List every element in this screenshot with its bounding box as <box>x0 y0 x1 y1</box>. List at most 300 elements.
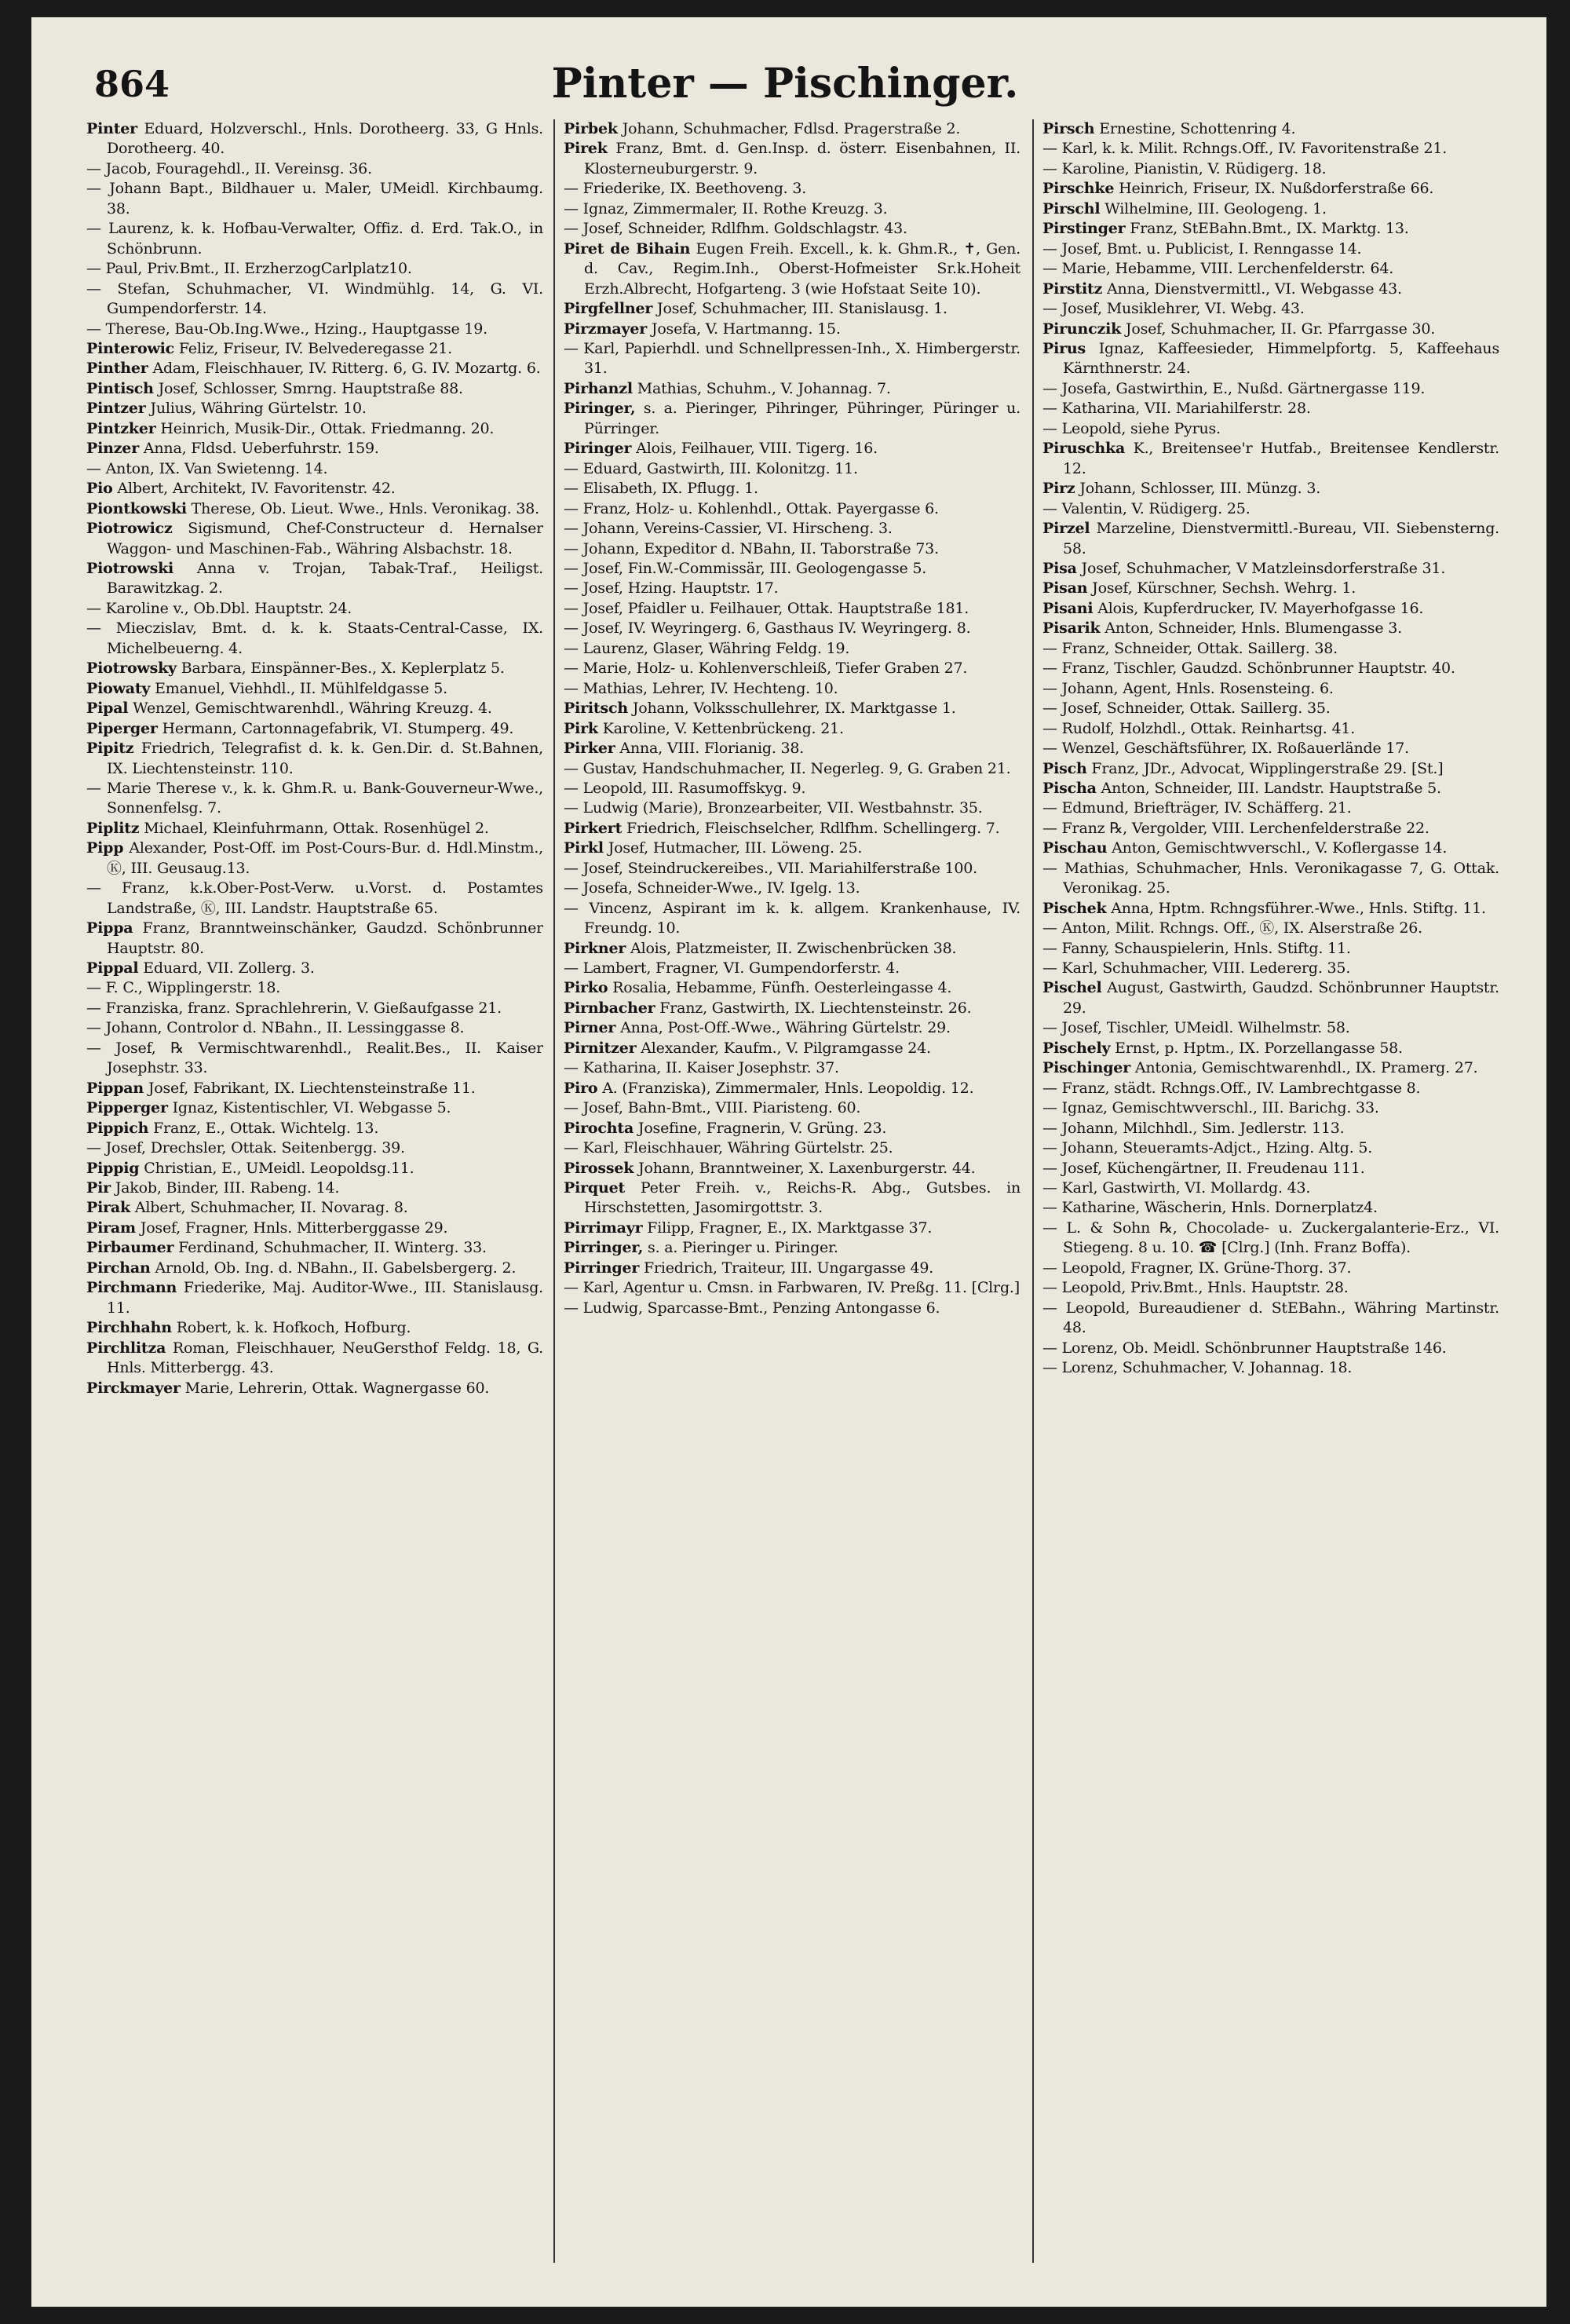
directory-entry <box>564 1138 1020 1158</box>
entry-details: Josef, Schuhmacher, III. Stanislausg. 1. <box>652 300 947 318</box>
entry-details: — Marie, Holz- u. Kohlenverschleiß, Tiefer Graben 27. <box>564 660 968 678</box>
entry-surname: Pirchhahn <box>86 1319 172 1337</box>
entry-details: — Ignaz, Zimmermaler, II. Rothe Kreuzg. 3. <box>564 199 888 217</box>
directory-entry <box>86 1278 543 1318</box>
entry-surname: Pirkert <box>564 819 623 837</box>
directory-entry <box>86 1379 543 1398</box>
entry-details: s. a. Pieringer, Pihringer, Pühringer, Püringer u. Pürringer. <box>584 400 1020 437</box>
directory-entry <box>1042 1079 1499 1098</box>
entry-details: — Karoline v., Ob.Dbl. Hauptstr. 24. <box>86 599 352 617</box>
entry-surname: Pinther <box>86 360 148 378</box>
directory-entry <box>564 1119 1020 1138</box>
entry-details: — Franz, k.k.Ober-Post-Verw. u.Vorst. d. Postamtes Landstraße, Ⓚ, III. Landstr. Hauptstraße 65. <box>86 879 543 917</box>
entry-details: — Franz, städt. Rchngs.Off., IV. Lambrechtgasse 8. <box>1042 1079 1421 1097</box>
entry-details: — Edmund, Briefträger, IV. Schäfferg. 21. <box>1042 799 1352 817</box>
directory-entry <box>86 320 543 339</box>
directory-entry <box>564 1259 1020 1278</box>
directory-entry <box>1042 759 1499 779</box>
directory-entry <box>1042 1039 1499 1058</box>
entry-details: — Johann, Steueramts-Adjct., Hzing. Altg. 5. <box>1042 1139 1373 1157</box>
directory-entry <box>1042 280 1499 299</box>
entry-surname: Piplitz <box>86 819 140 837</box>
directory-columns <box>86 119 1499 2286</box>
entry-surname: Piotrowski <box>86 559 174 577</box>
entry-details: Heinrich, Musik-Dir., Ottak. Friedmanng. 20. <box>155 419 495 437</box>
directory-entry <box>1042 299 1499 319</box>
entry-surname: Pirgfellner <box>564 300 653 318</box>
directory-entry <box>564 899 1020 939</box>
directory-entry <box>1042 399 1499 418</box>
directory-entry <box>86 379 543 399</box>
entry-details: Alexander, Kaufm., V. Pilgramgasse 24. <box>636 1039 931 1057</box>
directory-entry <box>564 719 1020 739</box>
entry-surname: Pirkl <box>564 839 604 857</box>
entry-surname: Pirko <box>564 979 608 997</box>
entry-details: — Franziska, franz. Sprachlehrerin, V. Gießaufgasse 21. <box>86 999 502 1017</box>
directory-entry <box>1042 579 1499 598</box>
directory-entry <box>86 1339 543 1379</box>
entry-surname: Pirnitzer <box>564 1039 637 1057</box>
entry-details: Ferdinand, Schuhmacher, II. Winterg. 33. <box>173 1239 487 1257</box>
entry-details: Emanuel, Viehhdl., II. Mühlfeldgasse 5. <box>150 679 447 697</box>
directory-entry <box>564 739 1020 758</box>
entry-details: — Karl, Agentur u. Cmsn. in Farbwaren, IV. Preßg. 11. [Clrg.] <box>564 1279 1020 1297</box>
directory-entry <box>86 1079 543 1098</box>
entry-surname: Pippich <box>86 1119 149 1137</box>
entry-details: — Josef, Bahn-Bmt., VIII. Piaristeng. 60. <box>564 1099 861 1117</box>
entry-surname: Pirschl <box>1042 199 1101 217</box>
entry-surname: Pischinger <box>1042 1059 1131 1077</box>
directory-entry <box>1042 259 1499 279</box>
directory-entry <box>564 779 1020 798</box>
entry-details: Marie, Lehrerin, Ottak. Wagnergasse 60. <box>180 1379 490 1397</box>
entry-surname: Pisch <box>1042 759 1087 777</box>
directory-entry <box>1042 339 1499 379</box>
entry-surname: Pirz <box>1042 480 1075 498</box>
entry-details: Eduard, VII. Zollerg. 3. <box>138 959 315 977</box>
directory-entry <box>1042 519 1499 559</box>
directory-entry <box>86 499 543 519</box>
directory-entry <box>564 479 1020 499</box>
entry-surname: Pirak <box>86 1199 130 1217</box>
entry-details: Johann, Schlosser, III. Münzg. 3. <box>1075 480 1321 498</box>
directory-entry <box>1042 559 1499 579</box>
directory-entry <box>86 1119 543 1138</box>
directory-entry <box>564 1178 1020 1219</box>
directory-entry <box>564 879 1020 898</box>
directory-entry <box>1042 819 1499 839</box>
entry-surname: Piret de Bihain <box>564 239 691 258</box>
entry-surname: Pirker <box>564 740 615 758</box>
entry-details: Josef, Fabrikant, IX. Liechtensteinstraße 11. <box>144 1079 476 1097</box>
entry-details: — Franz, Holz- u. Kohlenhdl., Ottak. Payergasse 6. <box>564 499 939 517</box>
entry-details: — Johann, Vereins-Cassier, VI. Hirscheng. 3. <box>564 520 893 538</box>
directory-entry <box>564 1299 1020 1318</box>
entry-details: Anna, Fldsd. Ueberfuhrstr. 159. <box>139 440 379 458</box>
directory-entry <box>564 1018 1020 1038</box>
entry-details: Josefa, V. Hartmanng. 15. <box>647 320 841 338</box>
directory-entry <box>564 859 1020 879</box>
entry-details: — Lorenz, Schuhmacher, V. Johannag. 18. <box>1042 1359 1353 1377</box>
entry-details: — Johann, Agent, Hnls. Rosensteing. 6. <box>1042 679 1334 697</box>
directory-entry <box>564 1098 1020 1118</box>
entry-details: Josef, Kürschner, Sechsh. Wehrg. 1. <box>1087 579 1356 597</box>
entry-details: — Eduard, Gastwirth, III. Kolonitzg. 11. <box>564 459 858 477</box>
directory-entry <box>1042 1358 1499 1378</box>
directory-entry <box>86 419 543 439</box>
directory-entry <box>86 1098 543 1118</box>
entry-details: — Josef, ℞ Vermischtwarenhdl., Realit.Bes., II. Kaiser Josephstr. 33. <box>86 1039 543 1077</box>
entry-details: Julius, Währing Gürtelstr. 10. <box>145 400 367 418</box>
entry-details: Karoline, V. Kettenbrückeng. 21. <box>597 719 844 737</box>
directory-entry <box>86 599 543 619</box>
directory-entry <box>86 719 543 739</box>
directory-page <box>31 17 1546 2307</box>
directory-entry <box>1042 1299 1499 1339</box>
directory-entry <box>1042 1198 1499 1218</box>
directory-entry <box>564 819 1020 839</box>
directory-entry <box>564 839 1020 858</box>
directory-entry <box>1042 320 1499 339</box>
directory-entry <box>86 1219 543 1238</box>
entry-surname: Pischel <box>1042 979 1102 997</box>
entry-details: — Elisabeth, IX. Pflugg. 1. <box>564 480 758 498</box>
directory-entry <box>564 399 1020 439</box>
entry-surname: Pir <box>86 1179 111 1197</box>
entry-details: — L. & Sohn ℞, Chocolade- u. Zuckergalanterie-Erz., VI. Stiegeng. 8 u. 10. ☎ [Clrg.] (Inh. Franz Boffa). <box>1042 1219 1499 1257</box>
entry-details: Michael, Kleinfuhrmann, Ottak. Rosenhügel 2. <box>139 819 489 837</box>
directory-entry <box>564 1159 1020 1178</box>
directory-entry <box>1042 499 1499 519</box>
directory-entry <box>564 619 1020 638</box>
entry-surname: Pirner <box>564 1019 616 1037</box>
entry-surname: Pirringer <box>564 1259 640 1277</box>
directory-entry <box>1042 219 1499 239</box>
entry-surname: Pirek <box>564 140 608 158</box>
directory-entry <box>86 699 543 718</box>
directory-entry <box>564 798 1020 818</box>
entry-surname: Pirus <box>1042 339 1086 357</box>
entry-details: — Johann, Expeditor d. NBahn, II. Taborstraße 73. <box>564 539 939 557</box>
entry-details: — Karoline, Pianistin, V. Rüdigerg. 18. <box>1042 159 1327 177</box>
entry-details: Johann, Schuhmacher, Fdlsd. Pragerstraße 2. <box>617 120 961 137</box>
directory-entry <box>1042 679 1499 699</box>
directory-entry <box>1042 639 1499 659</box>
entry-details: — Franz, Schneider, Ottak. Saillerg. 38. <box>1042 639 1338 657</box>
column-1 <box>86 119 543 2286</box>
column-2 <box>564 119 1020 2286</box>
directory-entry <box>564 379 1020 399</box>
entry-details: Roman, Fleischhauer, NeuGersthof Feldg. 18, G. Hnls. Mitterbergg. 43. <box>107 1339 543 1377</box>
directory-entry <box>564 1039 1020 1058</box>
entry-surname: Pirchmann <box>86 1279 177 1297</box>
entry-details: Josef, Schuhmacher, V Matzleinsdorferstraße 31. <box>1076 559 1446 577</box>
entry-details: Josef, Fragner, Hnls. Mitterberggasse 29. <box>135 1219 448 1237</box>
directory-entry <box>564 639 1020 659</box>
directory-entry <box>564 320 1020 339</box>
entry-details: — Ignaz, Gemischtwverschl., III. Barichg. 33. <box>1042 1099 1379 1117</box>
entry-surname: Pischek <box>1042 899 1107 917</box>
directory-entry <box>1042 798 1499 818</box>
page-number: 864 <box>94 63 170 105</box>
entry-details: August, Gastwirth, Gaudzd. Schönbrunner Hauptstr. 29. <box>1063 979 1499 1017</box>
entry-details: — Josef, Schneider, Ottak. Saillerg. 35. <box>1042 700 1331 718</box>
directory-entry <box>86 399 543 418</box>
entry-details: — Leopold, Bureaudiener d. StEBahn., Währing Martinstr. 48. <box>1042 1299 1499 1337</box>
directory-entry <box>86 659 543 678</box>
directory-entry <box>564 959 1020 978</box>
entry-surname: Piperger <box>86 719 158 737</box>
entry-surname: Pinterowic <box>86 339 175 357</box>
entry-surname: Piotrowsky <box>86 660 177 678</box>
directory-entry <box>564 119 1020 139</box>
entry-details: Albert, Schuhmacher, II. Novarag. 8. <box>130 1199 408 1217</box>
directory-entry <box>86 1138 543 1158</box>
directory-entry <box>86 219 543 259</box>
entry-surname: Pirunczik <box>1042 320 1122 338</box>
directory-entry <box>1042 1259 1499 1278</box>
entry-details: Wenzel, Gemischtwarenhdl., Währing Kreuzg. 4. <box>128 700 492 718</box>
entry-details: Josef, Schuhmacher, II. Gr. Pfarrgasse 30. <box>1121 320 1436 338</box>
entry-surname: Pio <box>86 480 113 498</box>
entry-details: — Josefa, Schneider-Wwe., IV. Igelg. 13. <box>564 879 860 897</box>
entry-surname: Pirschke <box>1042 180 1115 198</box>
entry-details: — Johann Bapt., Bildhauer u. Maler, UMeidl. Kirchbaumg. 38. <box>86 180 543 217</box>
entry-details: — Karl, Fleischhauer, Währing Gürtelstr. 25. <box>564 1139 893 1157</box>
directory-entry <box>1042 839 1499 858</box>
column-rule-1 <box>553 119 555 2263</box>
entry-details: — Lorenz, Ob. Meidl. Schönbrunner Hauptstraße 146. <box>1042 1339 1447 1357</box>
entry-details: Marzeline, Dienstvermittl.-Bureau, VII. Siebensterng. 58. <box>1063 520 1499 557</box>
entry-surname: Pinzer <box>86 440 140 458</box>
entry-surname: Pisa <box>1042 559 1077 577</box>
entry-details: Anna v. Trojan, Tabak-Traf., Heiligst. Barawitzkag. 2. <box>107 559 543 597</box>
directory-entry <box>86 739 543 779</box>
entry-details: Ignaz, Kistentischler, VI. Webgasse 5. <box>167 1099 451 1117</box>
directory-entry <box>1042 859 1499 899</box>
entry-surname: Piro <box>564 1079 598 1097</box>
entry-surname: Pischau <box>1042 839 1108 857</box>
directory-entry <box>86 519 543 559</box>
entry-details: Franz, Branntweinschänker, Gaudzd. Schönbrunner Hauptstr. 80. <box>107 919 543 957</box>
directory-entry <box>1042 919 1499 938</box>
entry-surname: Pirkner <box>564 939 626 957</box>
entry-surname: Pippa <box>86 919 133 937</box>
page-header <box>86 49 1484 119</box>
entry-surname: Pintzer <box>86 400 146 418</box>
directory-entry <box>564 999 1020 1018</box>
entry-details: Franz, Gastwirth, IX. Liechtensteinstr. 26. <box>655 999 972 1017</box>
directory-entry <box>564 439 1020 459</box>
directory-entry <box>1042 239 1499 259</box>
entry-surname: Pinter <box>86 120 137 137</box>
entry-details: Barbara, Einspänner-Bes., X. Keplerplatz 5. <box>176 660 505 678</box>
entry-surname: Pirquet <box>564 1179 626 1197</box>
directory-entry <box>1042 159 1499 179</box>
entry-details: — Leopold, Fragner, IX. Grüne-Thorg. 37. <box>1042 1259 1352 1277</box>
entry-details: Johann, Branntweiner, X. Laxenburgerstr. 44. <box>633 1159 976 1177</box>
directory-entry <box>1042 978 1499 1018</box>
entry-surname: Pisan <box>1042 579 1088 597</box>
directory-entry <box>564 499 1020 519</box>
entry-details: — Josef, Fin.W.-Commissär, III. Geologengasse 5. <box>564 559 927 577</box>
entry-surname: Pisani <box>1042 599 1094 617</box>
entry-surname: Pippig <box>86 1159 140 1177</box>
entry-surname: Pippan <box>86 1079 144 1097</box>
directory-entry <box>1042 1339 1499 1358</box>
directory-entry <box>1042 699 1499 718</box>
entry-details: Alois, Platzmeister, II. Zwischenbrücken 38. <box>626 939 957 957</box>
directory-entry <box>1042 179 1499 199</box>
entry-details: — Johann, Milchhdl., Sim. Jedlerstr. 113. <box>1042 1119 1345 1137</box>
entry-surname: Pirchan <box>86 1259 151 1277</box>
entry-details: — Fanny, Schauspielerin, Hnls. Stiftg. 11. <box>1042 939 1351 957</box>
entry-details: — Josef, IV. Weyringerg. 6, Gasthaus IV. Weyringerg. 8. <box>564 619 971 638</box>
directory-entry <box>564 579 1020 598</box>
entry-details: Antonia, Gemischtwarenhdl., IX. Pramerg. 27. <box>1130 1059 1478 1077</box>
entry-details: — Leopold, Priv.Bmt., Hnls. Hauptstr. 28. <box>1042 1279 1349 1297</box>
entry-details: — Laurenz, Glaser, Währing Feldg. 19. <box>564 639 850 657</box>
entry-details: — Franz, Tischler, Gaudzd. Schönbrunner Hauptstr. 40. <box>1042 660 1455 678</box>
entry-details: — Marie Therese v., k. k. Ghm.R. u. Bank-Gouverneur-Wwe., Sonnenfelsg. 7. <box>86 779 543 817</box>
directory-entry <box>564 939 1020 959</box>
entry-details: Peter Freih. v., Reichs-R. Abg., Gutsbes. in Hirschstetten, Jasomirgottstr. 3. <box>584 1179 1020 1217</box>
directory-entry <box>1042 1219 1499 1259</box>
entry-details: Alexander, Post-Off. im Post-Cours-Bur. d. Hdl.Minstm., Ⓚ, III. Geusaug.13. <box>107 839 543 877</box>
directory-entry <box>1042 659 1499 678</box>
entry-details: Christian, E., UMeidl. Leopoldsg.11. <box>139 1159 414 1177</box>
entry-surname: Pischa <box>1042 779 1097 797</box>
directory-entry <box>86 1318 543 1338</box>
entry-details: — Jacob, Fouragehdl., II. Vereinsg. 36. <box>86 159 372 177</box>
directory-entry <box>86 679 543 699</box>
entry-details: Anton, Schneider, III. Landstr. Hauptstraße 5. <box>1096 779 1441 797</box>
directory-entry <box>1042 1178 1499 1198</box>
entry-details: — Valentin, V. Rüdigerg. 25. <box>1042 499 1251 517</box>
directory-entry <box>1042 1018 1499 1038</box>
directory-entry <box>86 839 543 879</box>
directory-entry <box>1042 439 1499 479</box>
entry-details: Friedrich, Fleischselcher, Rdlfhm. Schellingerg. 7. <box>622 819 1000 837</box>
entry-details: — Josef, Bmt. u. Publicist, I. Renngasse 14. <box>1042 239 1362 258</box>
directory-entry <box>564 519 1020 539</box>
directory-entry <box>1042 1138 1499 1158</box>
directory-entry <box>564 1278 1020 1298</box>
directory-entry <box>86 1159 543 1178</box>
entry-details: — Wenzel, Geschäftsführer, IX. Roßauerlände 17. <box>1042 740 1409 758</box>
directory-entry <box>1042 1159 1499 1178</box>
directory-entry <box>564 978 1020 998</box>
entry-details: — Mathias, Schuhmacher, Hnls. Veronikagasse 7, G. Ottak. Veronikag. 25. <box>1042 859 1499 897</box>
entry-surname: Pirsch <box>1042 120 1095 137</box>
directory-entry <box>1042 379 1499 399</box>
entry-details: Alois, Feilhauer, VIII. Tigerg. 16. <box>631 440 878 458</box>
entry-details: — Mathias, Lehrer, IV. Hechteng. 10. <box>564 679 838 697</box>
directory-entry <box>1042 1058 1499 1078</box>
directory-entry <box>564 339 1020 379</box>
entry-details: Anna, VIII. Florianig. 38. <box>615 740 805 758</box>
entry-details: — Josef, Drechsler, Ottak. Seitenbergg. 39. <box>86 1139 405 1157</box>
entry-details: Friedrich, Traiteur, III. Ungargasse 49. <box>639 1259 934 1277</box>
directory-entry <box>86 1198 543 1218</box>
directory-entry <box>86 999 543 1018</box>
entry-details: — Marie, Hebamme, VIII. Lerchenfelderstr. 64. <box>1042 260 1394 278</box>
entry-details: s. a. Pieringer u. Piringer. <box>643 1239 838 1257</box>
entry-details: Hermann, Cartonnagefabrik, VI. Stumperg. 49. <box>157 719 514 737</box>
entry-details: — Katharina, II. Kaiser Josephstr. 37. <box>564 1059 839 1077</box>
entry-details: Franz, StEBahn.Bmt., IX. Marktg. 13. <box>1125 220 1409 238</box>
entry-surname: Piram <box>86 1219 136 1237</box>
directory-entry <box>86 159 543 179</box>
directory-entry <box>86 459 543 479</box>
directory-entry <box>1042 199 1499 219</box>
directory-entry <box>86 1018 543 1038</box>
directory-entry <box>86 439 543 459</box>
directory-entry <box>86 479 543 499</box>
entry-details: Robert, k. k. Hofkoch, Hofburg. <box>171 1319 411 1337</box>
directory-entry <box>86 879 543 919</box>
entry-details: Josef, Schlosser, Smrng. Hauptstraße 88. <box>153 379 463 397</box>
directory-entry <box>86 978 543 998</box>
directory-entry <box>86 1259 543 1278</box>
entry-details: Friedrich, Telegrafist d. k. k. Gen.Dir. d. St.Bahnen, IX. Liechtensteinstr. 110. <box>107 740 543 777</box>
directory-entry <box>564 1238 1020 1258</box>
entry-details: A. (Franziska), Zimmermaler, Hnls. Leopoldig. 12. <box>597 1079 974 1097</box>
entry-details: Heinrich, Friseur, IX. Nußdorferstraße 66. <box>1114 180 1434 198</box>
entry-details: Anton, Gemischtwverschl., V. Koflergasse 14. <box>1107 839 1448 857</box>
entry-surname: Pirzel <box>1042 520 1090 538</box>
directory-entry <box>1042 779 1499 798</box>
column-3 <box>1042 119 1499 2286</box>
entry-details: Arnold, Ob. Ing. d. NBahn., II. Gabelsbergerg. 2. <box>150 1259 517 1277</box>
entry-details: Adam, Fleischhauer, IV. Ritterg. 6, G. IV. Mozartg. 6. <box>148 360 541 378</box>
entry-surname: Pirchlitza <box>86 1339 166 1357</box>
entry-surname: Pipal <box>86 700 129 718</box>
entry-details: — Josef, Küchengärtner, II. Freudenau 111. <box>1042 1159 1365 1177</box>
entry-surname: Pirckmayer <box>86 1379 181 1397</box>
directory-entry <box>86 959 543 978</box>
entry-details: — Vincenz, Aspirant im k. k. allgem. Krankenhause, IV. Freundg. 10. <box>564 899 1020 937</box>
directory-entry <box>564 659 1020 678</box>
entry-surname: Pintzker <box>86 419 156 437</box>
entry-details: — Ludwig, Sparcasse-Bmt., Penzing Antongasse 6. <box>564 1299 940 1317</box>
directory-entry <box>1042 1278 1499 1298</box>
directory-entry <box>86 1178 543 1198</box>
directory-entry <box>86 1238 543 1258</box>
directory-entry <box>1042 939 1499 959</box>
entry-details: — Stefan, Schuhmacher, VI. Windmühlg. 14, G. VI. Gumpendorferstr. 14. <box>86 280 543 318</box>
entry-details: Josefine, Fragnerin, V. Grüng. 23. <box>633 1119 887 1137</box>
entry-details: Mathias, Schuhm., V. Johannag. 7. <box>632 379 891 397</box>
entry-surname: Pirbek <box>564 120 618 137</box>
entry-details: Anna, Post-Off.-Wwe., Währing Gürtelstr. 29. <box>615 1019 951 1037</box>
entry-surname: Pirossek <box>564 1159 634 1177</box>
entry-details: Alois, Kupferdrucker, IV. Mayerhofgasse 16. <box>1093 599 1424 617</box>
directory-entry <box>86 919 543 959</box>
entry-surname: Pirrimayr <box>564 1219 643 1237</box>
directory-entry <box>564 1079 1020 1098</box>
entry-details: — Josef, Steindruckereibes., VII. Mariahilferstraße 100. <box>564 859 977 877</box>
directory-entry <box>1042 419 1499 439</box>
entry-details: — Leopold, III. Rasumoffskyg. 9. <box>564 779 806 797</box>
directory-entry <box>564 179 1020 199</box>
entry-details: Wilhelmine, III. Geologeng. 1. <box>1100 199 1327 217</box>
entry-surname: Piruschka <box>1042 440 1126 458</box>
directory-entry <box>86 259 543 279</box>
directory-entry <box>86 359 543 378</box>
directory-entry <box>1042 959 1499 978</box>
entry-details: K., Breitensee'r Hutfab., Breitensee Kendlerstr. 12. <box>1063 440 1499 477</box>
